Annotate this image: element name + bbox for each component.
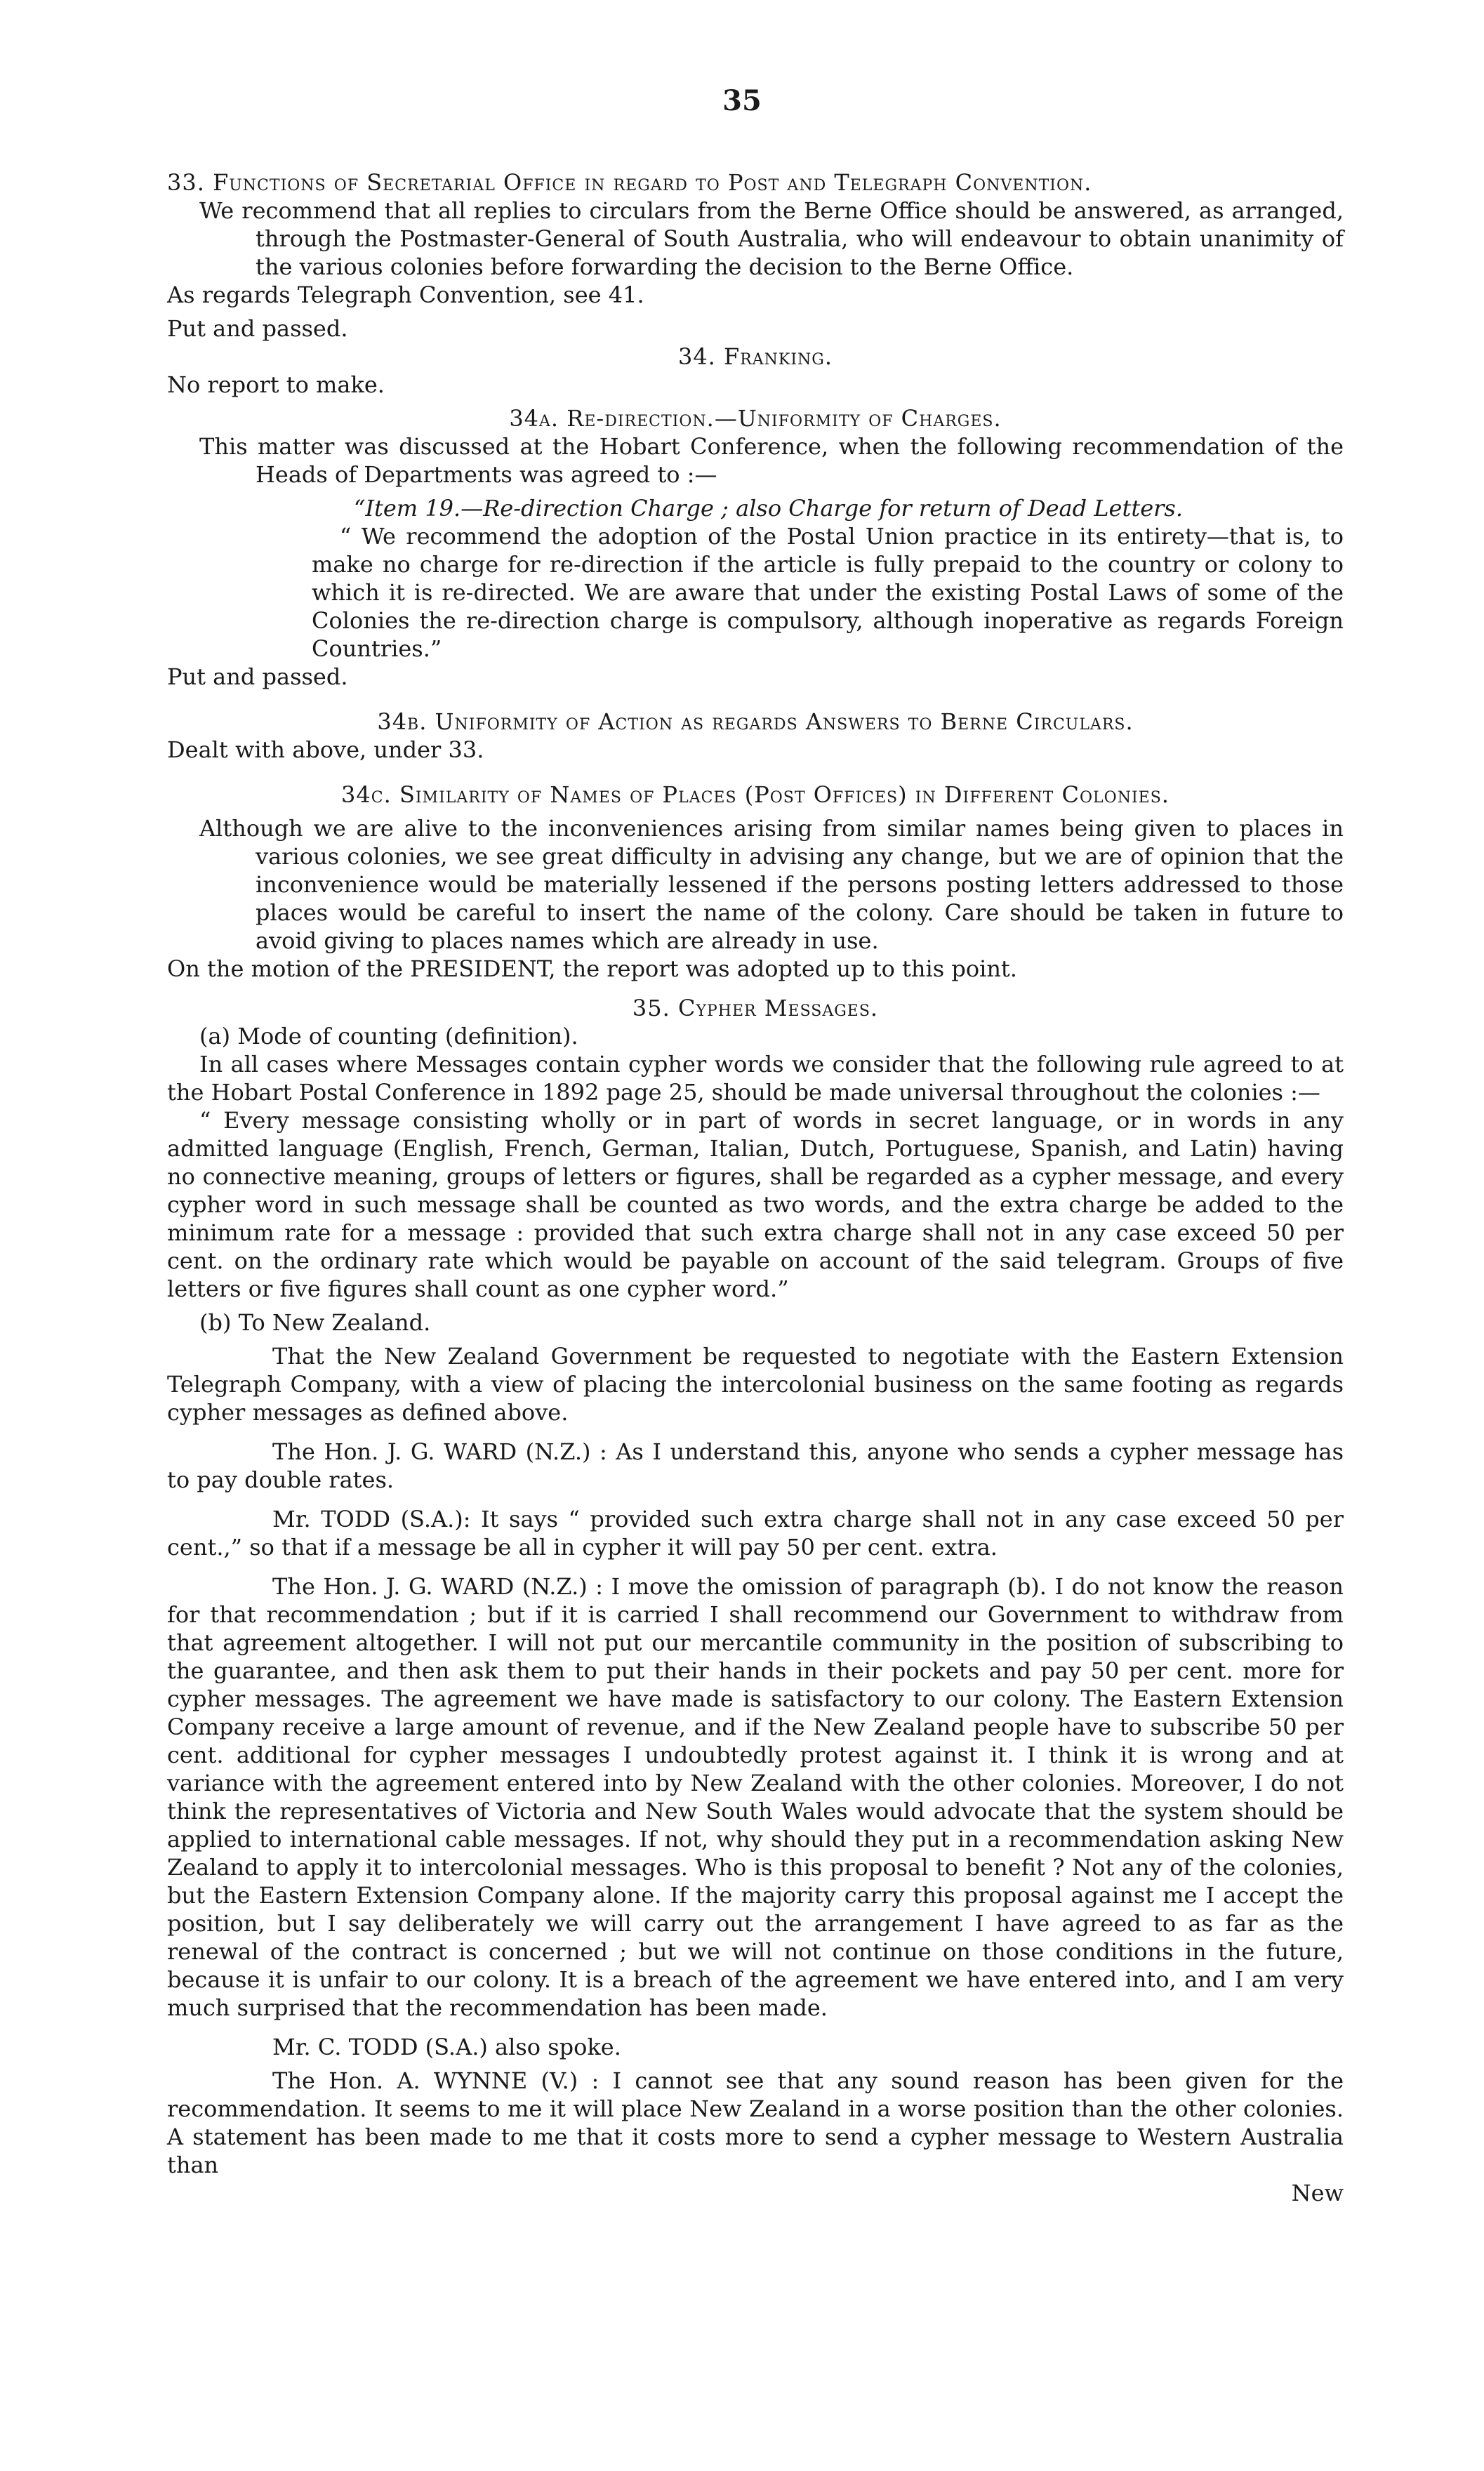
section-34b-note: Dealt with above, under 33. <box>167 736 484 763</box>
section-35-heading: 35. Cypher Messages. <box>632 995 879 1021</box>
catchword: New <box>1291 2180 1344 2206</box>
page-number: 35 <box>722 84 762 117</box>
debate-paragraph: The Hon. A. WYNNE (V.) : I cannot see that any sound reason has been given for the recommendation. It seems to me it will place New Zealand in a worse position than the other colonies. A statement has been made to me that it costs more to send a cypher message to Western Australia than <box>167 2067 1344 2178</box>
debate-paragraph: The Hon. J. G. WARD (N.Z.) : I move the omission of paragraph (b). I do not know the reason for that recommendation ; but if it is carried I shall recommend our Government to withdraw from that agreement altogether. I will not put our mercantile community in the position of subscribing to the guarantee, and then ask them to put their hands in their pockets and pay 50 per cent. more for cypher messages. The agreement we have made is satisfactory to our colony. The Eastern Extension Company receive a large amount of revenue, and if the New Zealand people have to subscribe 50 per cent. additional for cypher messages I undoubtedly protest against it. I think it is wrong and at variance with the agreement entered into by New Zealand with the other colonies. Moreover, I do not think the representatives of Victoria and New South Wales would advocate that the system should be applied to international cable messages. If not, why should they put in a recommendation asking New Zealand to apply it to intercolonial messages. Who is this proposal to benefit ? Not any of the colonies, but the Eastern Extension Company alone. If the majority carry this proposal against me I accept the position, but I say deliberately we will carry out the arrangement I have agreed to as far as the renewal of the contract is concerned ; but we will not continue on those conditions in the future, because it is unfair to our colony. It is a breach of the agreement we have entered into, and I am very much surprised that the recommendation has been made. <box>167 1573 1344 2021</box>
debate-paragraph: Mr. TODD (S.A.): It says “ provided such extra charge shall not in any case exceed 50 per cent.,” so that if a message be all in cypher it will pay 50 per cent. extra. <box>167 1506 1344 1561</box>
section-34-heading: 34. Franking. <box>677 343 833 370</box>
section-35-sub-b: (b) To New Zealand. <box>199 1309 431 1336</box>
section-33-heading: 33. Functions of Secretarial Office in regard to Post and Telegraph Convention. <box>167 169 1092 196</box>
section-33-paragraph: We recommend that all replies to circulars from the Berne Office should be answered, as arranged, through the Postmaster-General of South Australia, who will endeavour to obtain unanimity of the various colonies before forwarding the decision to the Berne Office. <box>199 197 1344 280</box>
section-34c-motion: On the motion of the PRESIDENT, the report was adopted up to this point. <box>167 955 1017 982</box>
section-33-passed: Put and passed. <box>167 315 348 342</box>
section-35-sub-a: (a) Mode of counting (definition). <box>199 1023 578 1049</box>
section-34c-heading: 34c. Similarity of Names of Places (Post Offices) in Different Colonies. <box>341 781 1170 808</box>
section-34a-paragraph: This matter was discussed at the Hobart Conference, when the following recommendation of the Heads of Departments was agreed to :— <box>199 433 1344 488</box>
section-35-paragraph-a: In all cases where Messages contain cypher words we consider that the following rule agreed to at the Hobart Postal Conference in 1892 page 25, should be made universal throughout the colonies :— <box>167 1051 1344 1106</box>
debate-paragraph: The Hon. J. G. WARD (N.Z.) : As I understand this, anyone who sends a cypher message has to pay double rates. <box>167 1438 1344 1493</box>
section-34b-heading: 34b. Uniformity of Action as regards Answers to Berne Circulars. <box>377 708 1134 735</box>
section-35-rule-quote: “ Every message consisting wholly or in part of words in secret language, or in words in any admitted language (English, French, German, Italian, Dutch, Portuguese, Spanish, and Latin) having no connective meaning, groups of letters or figures, shall be regarded as a cypher message, and every cypher word in such message shall be counted as two words, and the extra charge be added to the minimum rate for a message : provided that such extra charge shall not in any case exceed 50 per cent. on the ordinary rate which would be payable on account of the said telegram. Groups of five letters or five figures shall count as one cypher word.” <box>167 1107 1344 1302</box>
debate-paragraph: Mr. C. TODD (S.A.) also spoke. <box>272 2034 621 2060</box>
section-34a-passed: Put and passed. <box>167 663 348 690</box>
section-34a-quote-title: “Item 19.—Re-direction Charge ; also Charge for return of Dead Letters. <box>354 495 1184 522</box>
section-35-paragraph-b: That the New Zealand Government be requested to negotiate with the Eastern Extension Telegraph Company, with a view of placing the intercolonial business on the same footing as regards cypher messages as defined above. <box>167 1343 1344 1426</box>
section-34a-heading: 34a. Re-direction.—Uniformity of Charges. <box>509 405 1002 432</box>
section-33-telegraph-note: As regards Telegraph Convention, see 41. <box>167 281 644 308</box>
section-34a-quote: “ We recommend the adoption of the Postal Union practice in its entirety—that is, to make no charge for re-direction if the article is fully prepaid to the country or colony to which it is re-directed. We are aware that under the existing Postal Laws of some of the Colonies the re-direction charge is compulsory, although inoperative as regards Foreign Countries.” <box>312 523 1344 662</box>
section-34-note: No report to make. <box>167 371 385 398</box>
section-34c-paragraph: Although we are alive to the inconveniences arising from similar names being given to places in various colonies, we see great difficulty in advising any change, but we are of opinion that the inconvenience would be materially lessened if the persons posting letters addressed to those places would be careful to insert the name of the colony. Care should be taken in future to avoid giving to places names which are already in use. <box>199 815 1344 954</box>
